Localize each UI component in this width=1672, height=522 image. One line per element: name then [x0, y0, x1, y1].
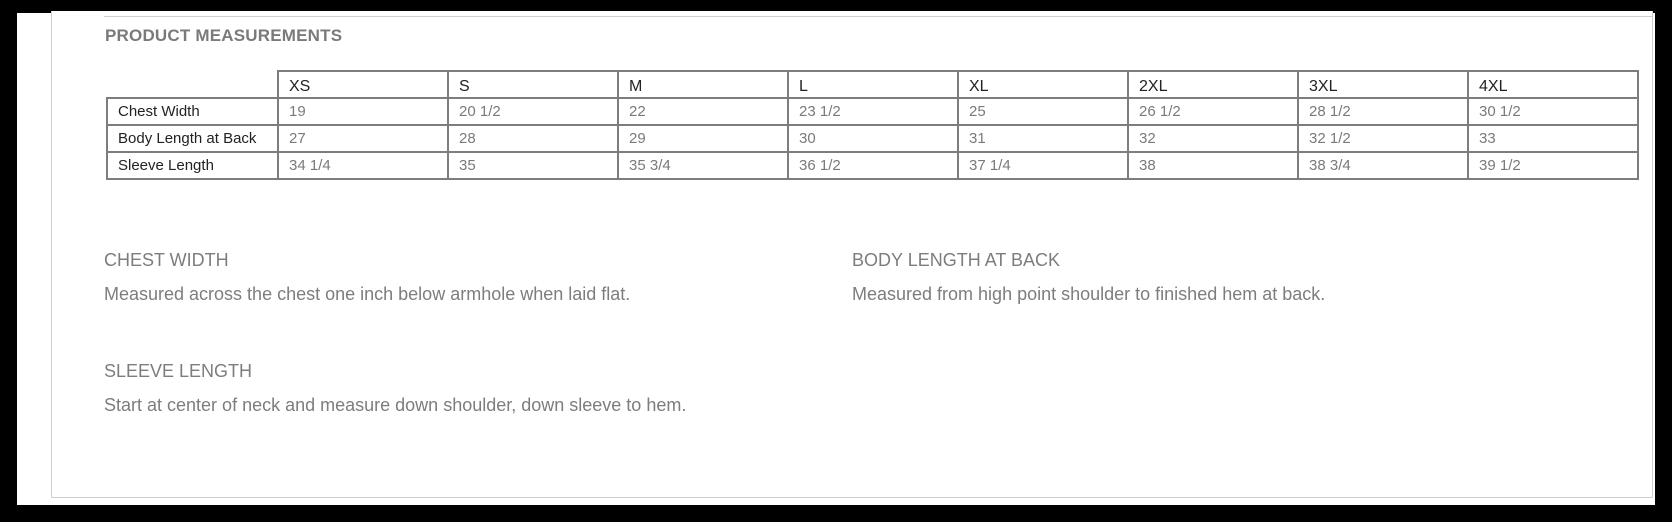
chest-width-heading: CHEST WIDTH: [104, 250, 229, 270]
table-row: [107, 125, 1638, 152]
table-header-row: [107, 71, 1638, 98]
table-cell: 20 1/2: [448, 98, 618, 125]
size-header: M: [618, 71, 788, 98]
body-length-description: Measured from high point shoulder to finished hem at back.: [852, 284, 1326, 304]
row-label: Body Length at Back: [107, 125, 278, 152]
table-cell: 35 3/4: [618, 152, 788, 179]
table-cell: 33: [1468, 125, 1638, 152]
size-header: 2XL: [1128, 71, 1298, 98]
page-frame: [17, 13, 1655, 505]
body-length-heading: BODY LENGTH AT BACK: [852, 250, 1061, 270]
table-cell: 28: [448, 125, 618, 152]
table-cell: 38: [1128, 152, 1298, 179]
table-cell: 32 1/2: [1298, 125, 1468, 152]
table-cell: 27: [278, 125, 448, 152]
row-label: Chest Width: [107, 98, 278, 125]
table-cell: 28 1/2: [1298, 98, 1468, 125]
size-header: S: [448, 71, 618, 98]
size-header: XS: [278, 71, 448, 98]
size-header: L: [788, 71, 958, 98]
table-cell: 23 1/2: [788, 98, 958, 125]
table-cell: 22: [618, 98, 788, 125]
table-cell: 35: [448, 152, 618, 179]
sleeve-length-heading: SLEEVE LENGTH: [104, 361, 253, 381]
row-label: Sleeve Length: [107, 152, 278, 179]
table-cell: 34 1/4: [278, 152, 448, 179]
chest-width-description: Measured across the chest one inch below armhole when laid flat.: [104, 284, 631, 304]
size-header: 3XL: [1298, 71, 1468, 98]
table-cell: 19: [278, 98, 448, 125]
table-cell: 37 1/4: [958, 152, 1128, 179]
table-cell: 39 1/2: [1468, 152, 1638, 179]
size-chart-table: [106, 70, 1639, 180]
table-cell: 38 3/4: [1298, 152, 1468, 179]
table-cell: 25: [958, 98, 1128, 125]
table-cell: 26 1/2: [1128, 98, 1298, 125]
section-title: PRODUCT MEASUREMENTS: [105, 26, 343, 45]
size-header: 4XL: [1468, 71, 1638, 98]
table-cell: 36 1/2: [788, 152, 958, 179]
table-cell: 32: [1128, 125, 1298, 152]
table-cell: 29: [618, 125, 788, 152]
sleeve-length-description: Start at center of neck and measure down shoulder, down sleeve to hem.: [104, 395, 687, 415]
divider: [104, 16, 1652, 17]
table-cell: 31: [958, 125, 1128, 152]
size-header: XL: [958, 71, 1128, 98]
table-row: [107, 152, 1638, 179]
measurements-panel: [51, 11, 1653, 498]
table-cell: 30: [788, 125, 958, 152]
table-cell: 30 1/2: [1468, 98, 1638, 125]
table-corner-cell: [107, 71, 278, 98]
table-row: [107, 98, 1638, 125]
